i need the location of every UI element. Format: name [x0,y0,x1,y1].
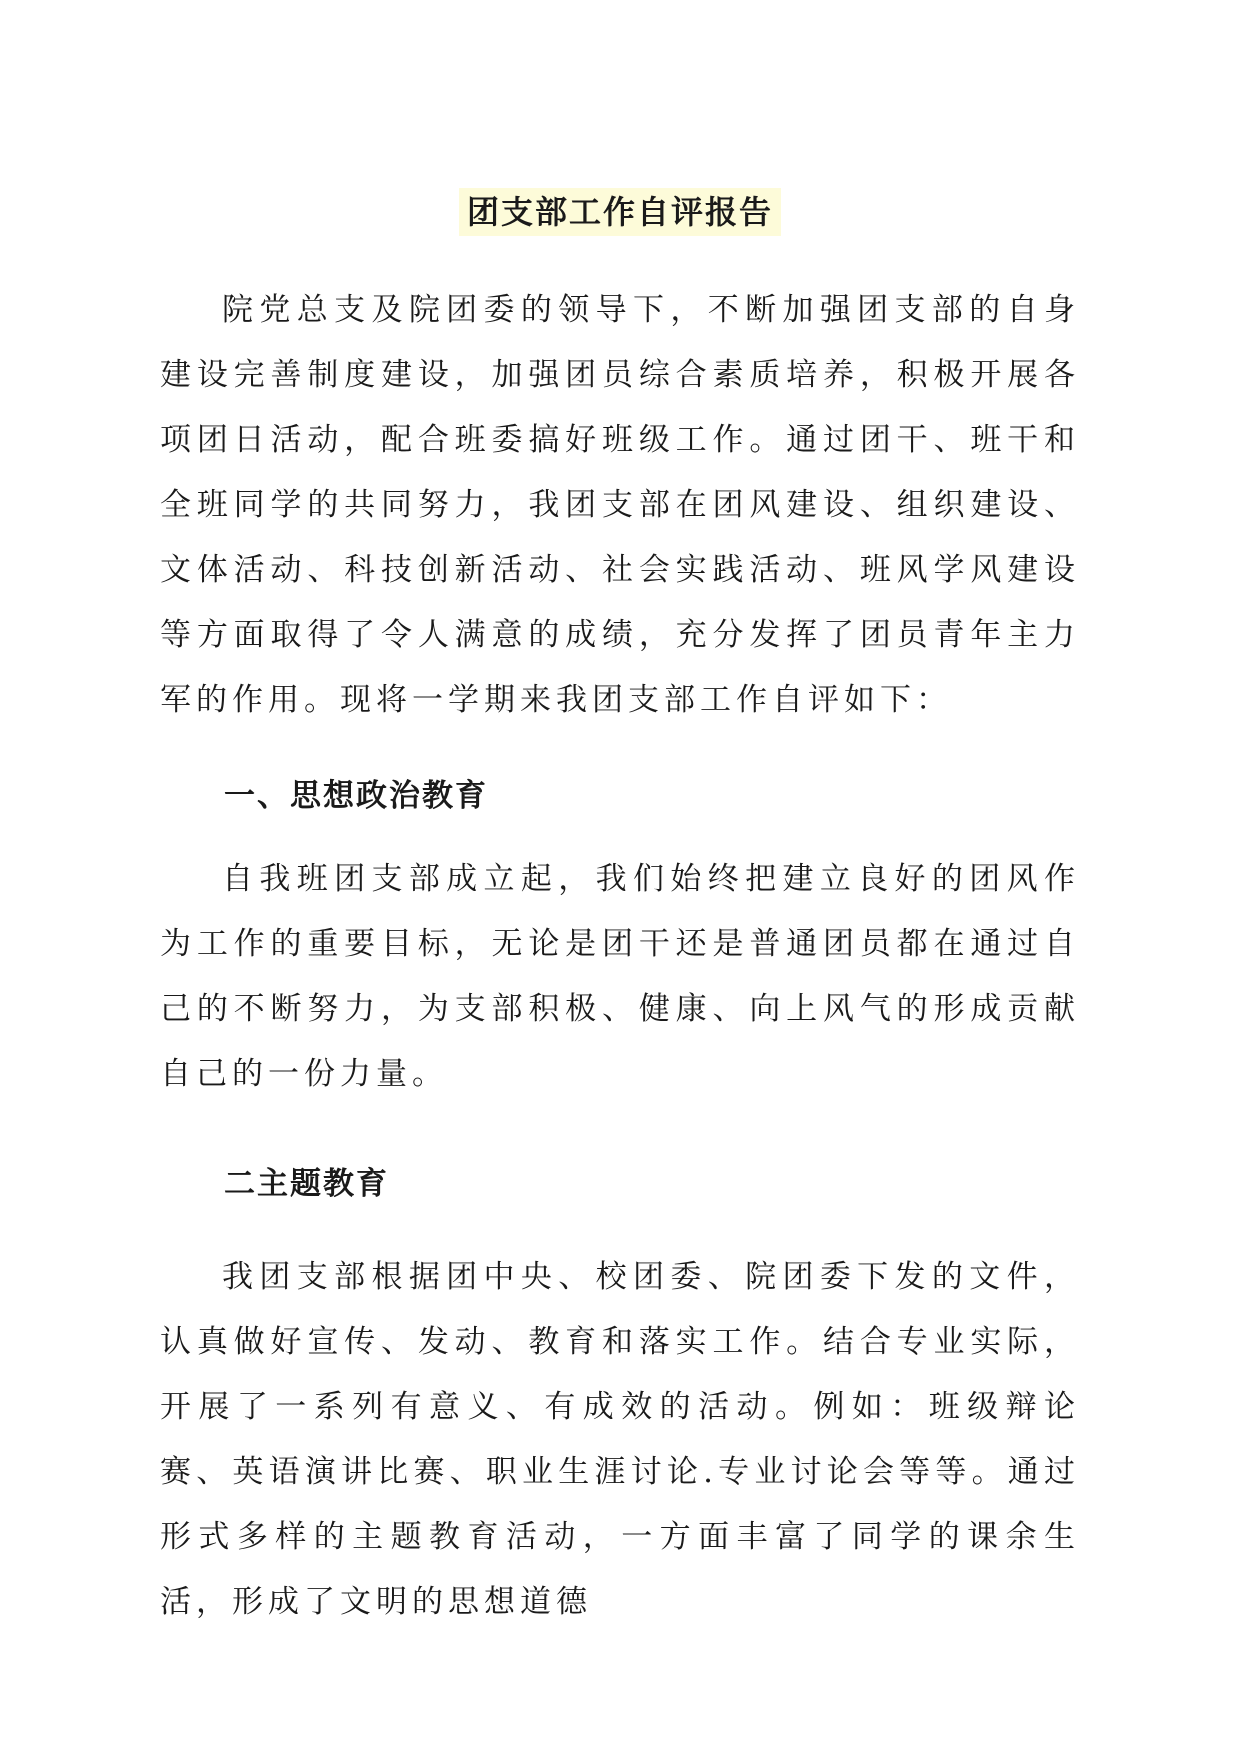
section-ideological-education [160,847,1080,1107]
intro-section [160,278,1080,733]
section-theme-education [160,1245,1080,1635]
section-paragraph: 自我班团支部成立起，我们始终把建立良好的团风作为工作的重要目标，无论是团干还是普通团员都在通过自己的不断努力，为支部积极、健康、向上风气的形成贡献自己的一份力量。 [160,861,1080,1092]
intro-paragraph: 院党总支及院团委的领导下，不断加强团支部的自身建设完善制度建设，加强团员综合素质培养，积极开展各项团日活动，配合班委搞好班级工作。通过团干、班干和全班同学的共同努力，我团支部在团风建设、组织建设、文体活动、科技创新活动、社会实践活动、班风学风建设等方面取得了令人满意的成绩，充分发挥了团员青年主力军的作用。现将一学期来我团支部工作自评如下： [160,292,1080,718]
title-container [0,188,1240,236]
section-paragraph: 我团支部根据团中央、校团委、院团委下发的文件，认真做好宣传、发动、教育和落实工作。结合专业实际，开展了一系列有意义、有成效的活动。例如：班级辩论赛、英语演讲比赛、职业生涯讨论.专业讨论会等等。通过形式多样的主题教育活动，一方面丰富了同学的课余生活，形成了文明的思想道德 [160,1259,1080,1620]
document-title: 团支部工作自评报告 [459,188,781,236]
section-heading-ideological-education: 一、思想政治教育 [224,778,488,814]
section-heading-theme-education: 二主题教育 [224,1166,389,1202]
